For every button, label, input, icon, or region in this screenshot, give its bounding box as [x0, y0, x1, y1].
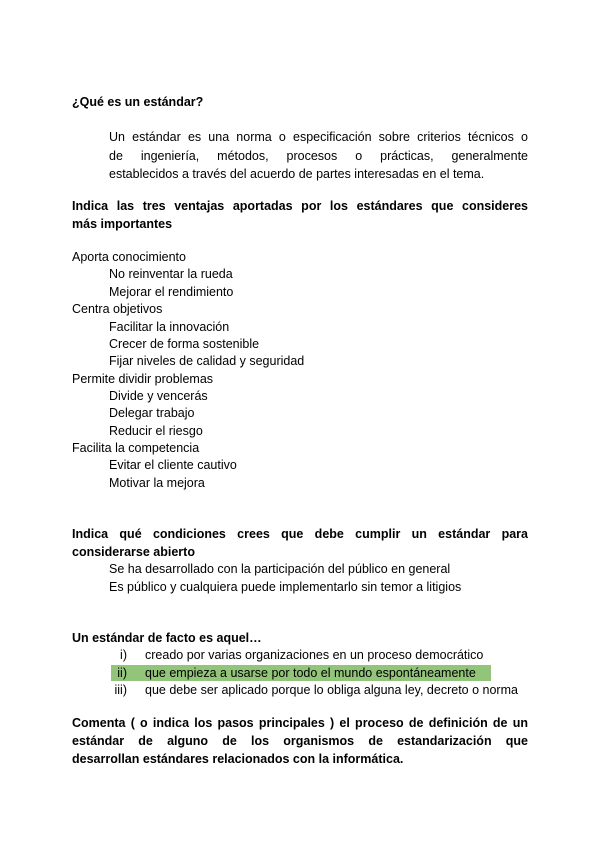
- question-1-answer-line-1: Un estándar es una norma o especificación sobre criterios técnicos o: [109, 130, 528, 144]
- question-1-answer-line-2: de ingeniería, métodos, procesos o prácticas, generalmente: [109, 148, 528, 163]
- advantage-item: Reducir el riesgo: [109, 423, 203, 438]
- advantage-item: Crecer de forma sostenible: [109, 337, 260, 351]
- open-standard-condition: Se ha desarrollado con la participación del público en general: [109, 562, 451, 576]
- question-5-title-line-2: estándar de alguno de los organismos de estandarización que: [72, 734, 528, 748]
- advantage-group-label: Permite dividir problemas: [72, 371, 214, 386]
- advantage-item: Evitar el cliente cautivo: [109, 458, 237, 472]
- advantage-item: Fijar niveles de calidad y seguridad: [109, 354, 305, 368]
- question-4-title: Un estándar de facto es aquel…: [72, 631, 262, 645]
- option-text: que debe ser aplicado porque lo obliga alguna ley, decreto o norma: [145, 683, 518, 697]
- option-number: i): [120, 648, 127, 662]
- option-number: iii): [114, 683, 127, 697]
- advantage-item: Facilitar la innovación: [109, 319, 230, 334]
- question-1-answer-line-3: establecidos a través del acuerdo de partes interesadas en el tema.: [109, 167, 485, 181]
- advantage-group-label: Facilita la competencia: [72, 441, 200, 455]
- advantage-item: Divide y vencerás: [109, 389, 208, 403]
- question-3-title-line-1: Indica qué condiciones crees que debe cumplir un estándar para: [72, 527, 528, 541]
- question-1-title: ¿Qué es un estándar?: [72, 95, 204, 109]
- question-2-title-line-2: más importantes: [72, 216, 173, 231]
- question-2-title-line-1: Indica las tres ventajas aportadas por los estándares que consideres: [72, 199, 528, 213]
- advantage-group-label: Centra objetivos: [72, 302, 163, 316]
- advantage-item: Motivar la mejora: [109, 475, 205, 490]
- option-text-highlighted: que empieza a usarse por todo el mundo espontáneamente: [145, 666, 476, 680]
- option-number-highlighted: ii): [117, 666, 127, 680]
- question-5-title-line-1: Comenta ( o indica los pasos principales ) el proceso de definición de un: [72, 716, 528, 730]
- advantage-group-label: Aporta conocimiento: [72, 250, 186, 264]
- advantage-item: No reinventar la rueda: [109, 267, 233, 281]
- option-text: creado por varias organizaciones en un proceso democrático: [145, 648, 484, 662]
- advantage-item: Mejorar el rendimiento: [109, 284, 234, 299]
- advantage-item: Delegar trabajo: [109, 406, 195, 420]
- question-5-title-line-3: desarrollan estándares relacionados con la informática.: [72, 752, 404, 766]
- open-standard-condition: Es público y cualquiera puede implementarlo sin temor a litigios: [109, 579, 462, 594]
- question-3-title-line-2: considerarse abierto: [72, 544, 195, 559]
